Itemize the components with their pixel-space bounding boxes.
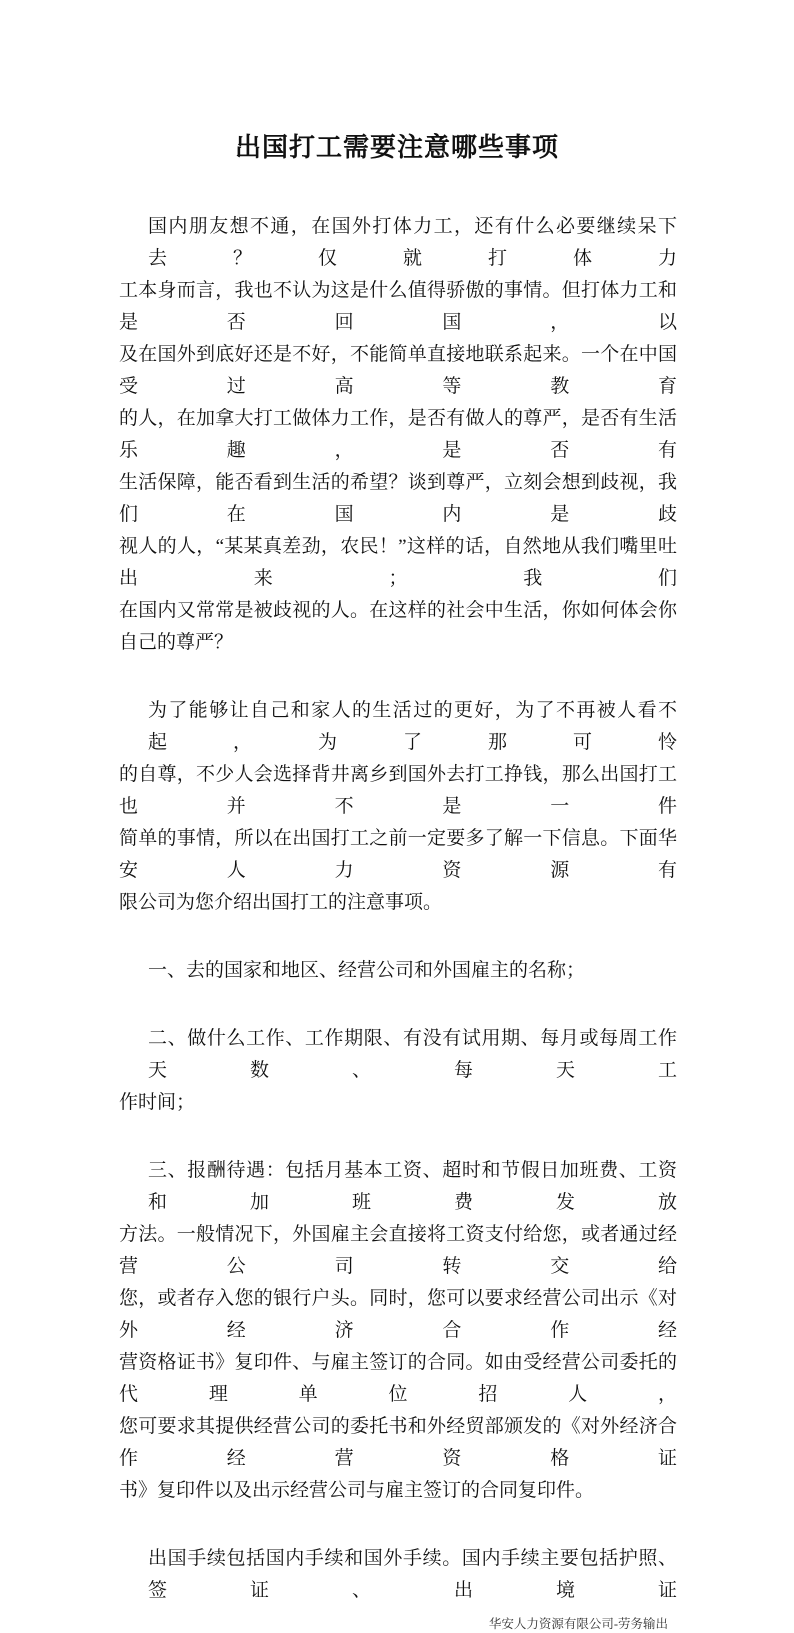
document-body: [119, 211, 677, 1607]
page-footer: 华安人力资源有限公司-劳务输出: [488, 1617, 668, 1631]
text-line: 出国手续包括国内手续和国外手续。国内手续主要包括护照、签证、出境证: [148, 1548, 677, 1601]
paragraph: [119, 695, 677, 919]
paragraph: [119, 211, 677, 659]
text-line: 为了能够让自己和家人的生活过的更好，为了不再被人看不起，为了那可怜: [148, 700, 677, 753]
text-line: 在国内又常常是被歧视的人。在这样的社会中生活，你如何体会你自己的尊严？: [119, 600, 677, 653]
text-line: 一、去的国家和地区、经营公司和外国雇主的名称；: [148, 960, 586, 981]
text-line: 视人的人，“某某真差劲，农民！”这样的话，自然地从我们嘴里吐出来；我们: [119, 536, 677, 589]
text-line: 简单的事情，所以在出国打工之前一定要多了解一下信息。下面华安人力资源有: [119, 828, 677, 881]
text-line: 国内朋友想不通，在国外打体力工，还有什么必要继续呆下去？仅就打体力: [148, 216, 677, 269]
paragraph: [119, 1023, 677, 1119]
text-line: 限公司为您介绍出国打工的注意事项。: [119, 892, 443, 913]
text-line: 您可要求其提供经营公司的委托书和外经贸部颁发的《对外经济合作经营资格证: [119, 1416, 677, 1469]
text-line: 您，或者存入您的银行户头。同时，您可以要求经营公司出示《对外经济合作经: [119, 1288, 677, 1341]
text-line: 三、报酬待遇：包括月基本工资、超时和节假日加班费、工资和加班费发放: [148, 1160, 677, 1213]
paragraph: [119, 1543, 677, 1607]
text-line: 作时间；: [119, 1092, 196, 1113]
text-line: 工本身而言，我也不认为这是什么值得骄傲的事情。但打体力工和是否回国，以: [119, 280, 677, 333]
paragraph: [119, 955, 677, 987]
text-line: 的人，在加拿大打工做体力工作，是否有做人的尊严，是否有生活乐趣，是否有: [119, 408, 677, 461]
paragraph: [119, 1155, 677, 1507]
text-line: 书》复印件以及出示经营公司与雇主签订的合同复印件。: [119, 1480, 595, 1501]
text-line: 方法。一般情况下，外国雇主会直接将工资支付给您，或者通过经营公司转交给: [119, 1224, 677, 1277]
text-line: 二、做什么工作、工作期限、有没有试用期、每月或每周工作天数、每天工: [148, 1028, 677, 1081]
document-title: 出国打工需要注意哪些事项: [234, 133, 559, 162]
text-line: 的自尊，不少人会选择背井离乡到国外去打工挣钱，那么出国打工也并不是一件: [119, 764, 677, 817]
text-line: 营资格证书》复印件、与雇主签订的合同。如由受经营公司委托的代理单位招人，: [119, 1352, 677, 1405]
text-line: 及在国外到底好还是不好，不能简单直接地联系起来。一个在中国受过高等教育: [119, 344, 677, 397]
text-line: 生活保障，能否看到生活的希望？谈到尊严，立刻会想到歧视，我们在国内是歧: [119, 472, 677, 525]
